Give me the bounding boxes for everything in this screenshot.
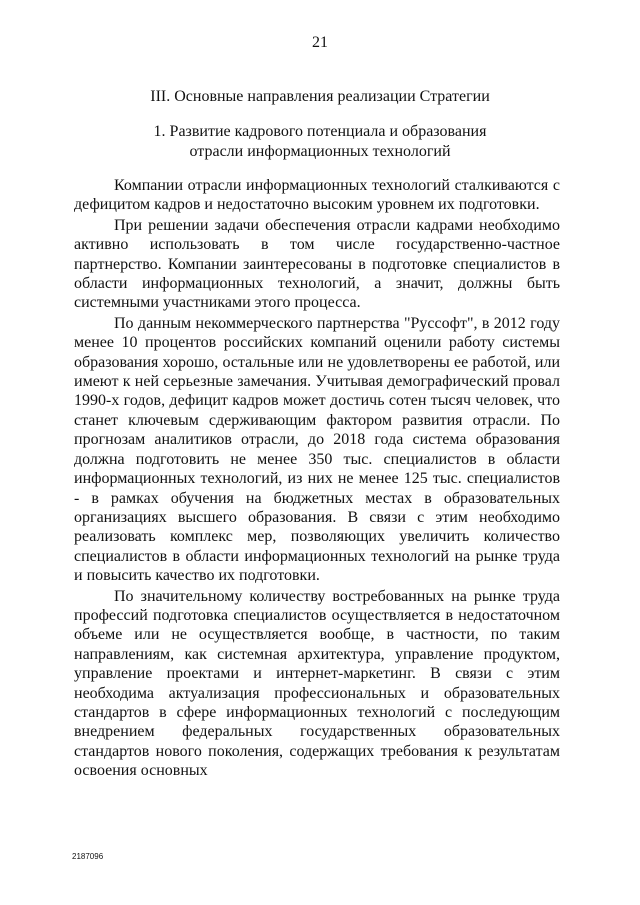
paragraph: При решении задачи обеспечения отрасли кадрами необходимо активно использовать в том числе государственно-частное партнерство. Компании заинтересованы в подготовке специалистов в области информационных технологий, а значит, должны быть системными участниками этого процесса. xyxy=(74,216,560,312)
document-code: 2187096 xyxy=(72,852,104,861)
subsection-title-line1: 1. Развитие кадрового потенциала и образования xyxy=(153,123,487,140)
subsection-title-line2: отрасли информационных технологий xyxy=(189,143,451,160)
paragraph: Компании отрасли информационных технологий сталкиваются с дефицитом кадров и недостаточно высоким уровнем их подготовки. xyxy=(74,177,560,214)
body-text xyxy=(74,176,560,782)
paragraph: По значительному количеству востребованных на рынке труда профессий подготовка специалистов осуществляется в недостаточном объеме или не осуществляется вообще, в частности, по таким направлениям, как системная архитектура, управление продуктом, управление проектами и интернет-маркетинг. В связи с этим необходима актуализация профессиональных и образовательных стандартов в сфере информационных технологий с последующим внедрением федеральных государственных образовательных стандартов нового поколения, содержащих требования к результатам освоения основных xyxy=(74,587,560,780)
subsection-title xyxy=(0,122,640,162)
page-number: 21 xyxy=(312,34,328,51)
section-title: III. Основные направления реализации Стратегии xyxy=(150,88,490,105)
paragraph: По данным некоммерческого партнерства "Руссофт", в 2012 году менее 10 процентов российских компаний оценили работу системы образования хорошо, остальные или не удовлетворены ее работой, или имеют к ней серьезные замечания. Учитывая демографический провал 1990-х годов, дефицит кадров может достичь сотен тысяч человек, что станет ключевым сдерживающим фактором развития отрасли. По прогнозам аналитиков отрасли, до 2018 года система образования должна подготовить не менее 350 тыс. специалистов в области информационных технологий, из них не менее 125 тыс. специалистов - в рамках обучения на бюджетных местах в образовательных организациях высшего образования. В связи с этим необходимо реализовать комплекс мер, позволяющих увеличить количество специалистов в области информационных технологий на рынке труда и повысить качество их подготовки. xyxy=(74,314,560,585)
